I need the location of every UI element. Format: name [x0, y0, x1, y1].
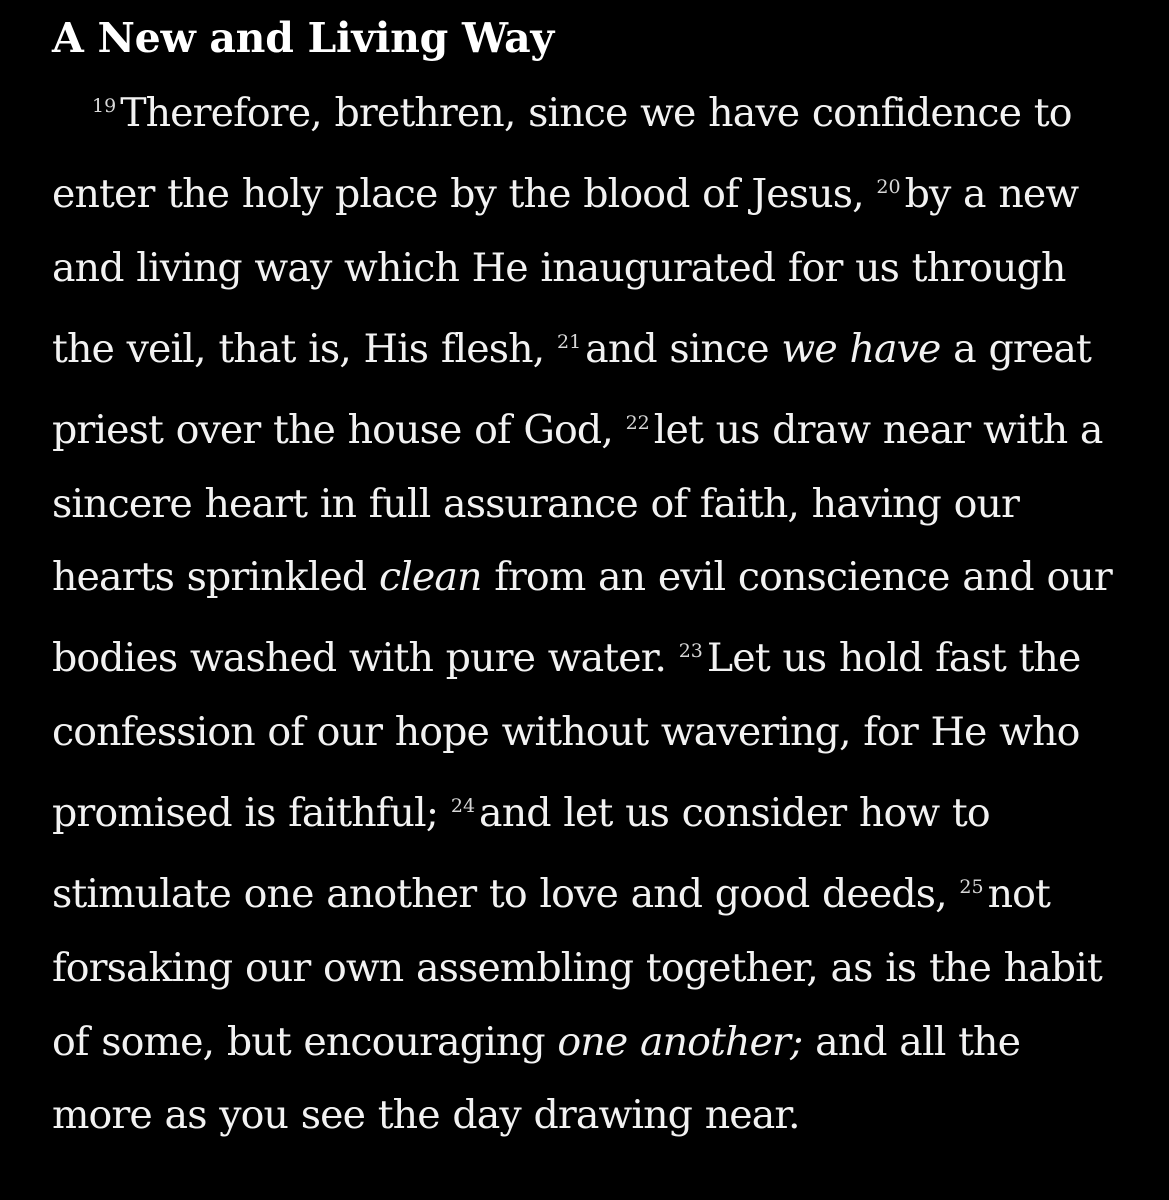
verse-text: and all the more as you see the day drawing near.: [52, 1018, 1021, 1139]
verse-text: and since: [585, 325, 782, 372]
section-heading: A New and Living Way: [52, 14, 554, 62]
verse-text: let us draw near with a sincere heart in full assurance of faith, having our hearts sprinkled: [52, 406, 1103, 601]
verse-number: 25: [959, 875, 984, 898]
verse-number: 24: [450, 794, 476, 817]
verse-text-italic: we have: [781, 325, 941, 372]
verse-number: 20: [876, 175, 901, 198]
verse-text-italic: clean: [378, 554, 482, 601]
verse-text: not forsaking our own assembling together, as is the habit of some, but encouraging: [52, 871, 1102, 1065]
verse-text: a great priest over the house of God,: [52, 325, 1091, 453]
verse-number: 21: [556, 330, 582, 353]
verse-text: from an evil conscience and our bodies washed with pure water.: [52, 554, 1112, 682]
verse-text: Let us hold fast the confession of our hope without wavering, for He who promised is faithful;: [52, 635, 1081, 837]
verse-text-italic: one another;: [557, 1018, 803, 1065]
verse-number: 22: [625, 411, 650, 434]
verse-text: and let us consider how to stimulate one another to love and good deeds,: [52, 790, 990, 918]
verse-text: by a new and living way which He inaugurated for us through the veil, that is, His flesh,: [52, 171, 1079, 372]
verse-text: Therefore, brethren, since we have confidence to enter the holy place by the blood of Jesus,: [52, 90, 1072, 218]
verse-number: 23: [678, 640, 703, 663]
scripture-passage: [52, 70, 1119, 1153]
verse-number: 19: [92, 95, 117, 117]
